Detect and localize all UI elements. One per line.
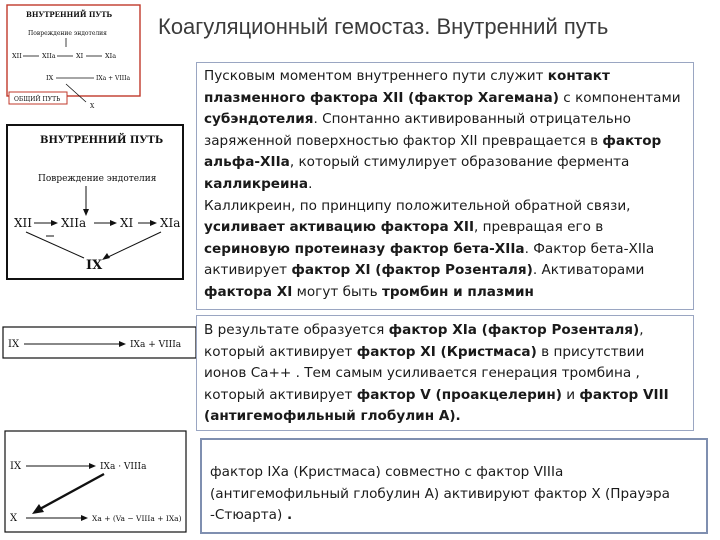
text-box-xia-result bbox=[196, 315, 694, 431]
d3-node-xa-complex: Xa + (Va − VIIIa + IXa) bbox=[92, 514, 182, 523]
thumb-node-x: X bbox=[90, 103, 95, 110]
text-run: с компонентами bbox=[558, 89, 681, 106]
diagram1-subheading: Повреждение эндотелия bbox=[38, 174, 157, 184]
d3-node-ix: IX bbox=[10, 461, 22, 472]
text-run: фактор IXa (Кристмаса) совместно с фактор VIIIa (антигемофильный глобулин А) активируют фактор X (Прауэра -Стюарта) bbox=[210, 464, 670, 524]
d3-node-ixa-viiia: IXa · VIIIa bbox=[100, 462, 147, 472]
d1-node-ix: IX bbox=[86, 258, 103, 273]
thumb-node-ix: IX bbox=[46, 74, 54, 82]
ix-activation-diagram bbox=[2, 326, 198, 360]
bold-text-run: субэндотелия bbox=[204, 111, 314, 128]
bold-text-run: фактор XI (Кристмаса) bbox=[356, 343, 537, 360]
bold-text-run: тромбин и плазмин bbox=[381, 283, 534, 300]
thumbnail-heading: ВНУТРЕННИЙ ПУТЬ bbox=[26, 10, 113, 19]
thumbnail-bottom-label: ОБЩИЙ ПУТЬ bbox=[14, 96, 61, 103]
thumb-node-xia: XIa bbox=[105, 52, 117, 60]
d1-node-xii: XII bbox=[14, 216, 33, 230]
text-run: . Активаторами bbox=[532, 262, 645, 279]
bold-text-run: фактор XIa (фактор Розенталя) bbox=[388, 322, 640, 338]
d2-node-ixa-viiia: IXa + VIIIa bbox=[130, 340, 182, 350]
text-run: могут быть bbox=[292, 283, 382, 300]
intrinsic-pathway-diagram bbox=[6, 124, 186, 282]
box1-paragraph-1 bbox=[204, 66, 687, 196]
text-run: , который стимулирует образование фермента bbox=[289, 154, 630, 171]
d1-node-xiia: XIIa bbox=[61, 216, 87, 230]
bold-text-run: фактор VIII (антигемофильный глобулин А). bbox=[204, 386, 669, 425]
bold-text-run: фактор V (проакцелерин) bbox=[356, 386, 562, 403]
d2-node-ix: IX bbox=[8, 339, 20, 350]
pathway-thumbnail bbox=[6, 4, 142, 114]
x-activation-diagram bbox=[4, 430, 188, 534]
bold-text-run: фактор альфа-XIIa bbox=[204, 132, 662, 171]
box1-paragraph-2 bbox=[204, 196, 687, 304]
d1-node-xi: XI bbox=[120, 216, 134, 230]
text-run: . Фактор бета-XIIa активирует bbox=[204, 240, 655, 279]
thumb-node-xi: XI bbox=[76, 52, 84, 60]
text-run: Пусковым моментом внутреннего пути служит bbox=[204, 68, 548, 84]
text-run: В результате образуется bbox=[204, 322, 389, 338]
diagram1-heading: ВНУТРЕННИЙ ПУТЬ bbox=[40, 135, 164, 146]
bold-text-run: фактора XI bbox=[204, 283, 293, 300]
bold-text-run: сериновую протеиназу фактор бета-XIIa bbox=[204, 240, 525, 257]
bold-text-run: . bbox=[282, 507, 293, 524]
thumb-node-xii: XII bbox=[12, 52, 22, 60]
text-box-intrinsic-start bbox=[196, 62, 694, 310]
box2-paragraph-1 bbox=[204, 320, 687, 428]
box3-paragraph-1 bbox=[210, 462, 700, 527]
bold-text-run: калликреина bbox=[204, 175, 309, 192]
page-title: Коагуляционный гемостаз. Внутренний путь bbox=[158, 14, 609, 39]
thumb-node-ixa-viiia: IXa + VIIIa bbox=[96, 75, 131, 82]
text-run: и bbox=[561, 386, 580, 403]
text-run: Калликреин, по принципу положительной обратной связи, bbox=[204, 197, 631, 214]
d3-node-x: X bbox=[10, 513, 18, 524]
bold-text-run: контакт плазменного фактора XII (фактор Хагемана) bbox=[204, 68, 610, 106]
bold-text-run: усиливает активацию фактора XII bbox=[204, 219, 474, 236]
thumbnail-subheading: Повреждение эндотелия bbox=[28, 30, 107, 37]
text-run: в присутствии ионов Са++ . Тем самым усиливается генерация тромбина , который активирует bbox=[204, 343, 645, 403]
bold-text-run: фактор XI (фактор Розенталя) bbox=[291, 262, 533, 279]
diagram1-frame bbox=[7, 125, 183, 279]
text-box-ixa-viiia bbox=[200, 438, 708, 534]
d1-node-xia: XIa bbox=[160, 216, 181, 230]
thumb-node-xiia: XIIa bbox=[42, 52, 56, 60]
text-run: . Спонтанно активированный отрицательно заряженной поверхностью фактор XII превращается в bbox=[204, 111, 631, 149]
text-run: . bbox=[308, 175, 313, 192]
text-run: , который активирует bbox=[204, 322, 644, 360]
text-run: , превращая его в bbox=[474, 219, 604, 236]
